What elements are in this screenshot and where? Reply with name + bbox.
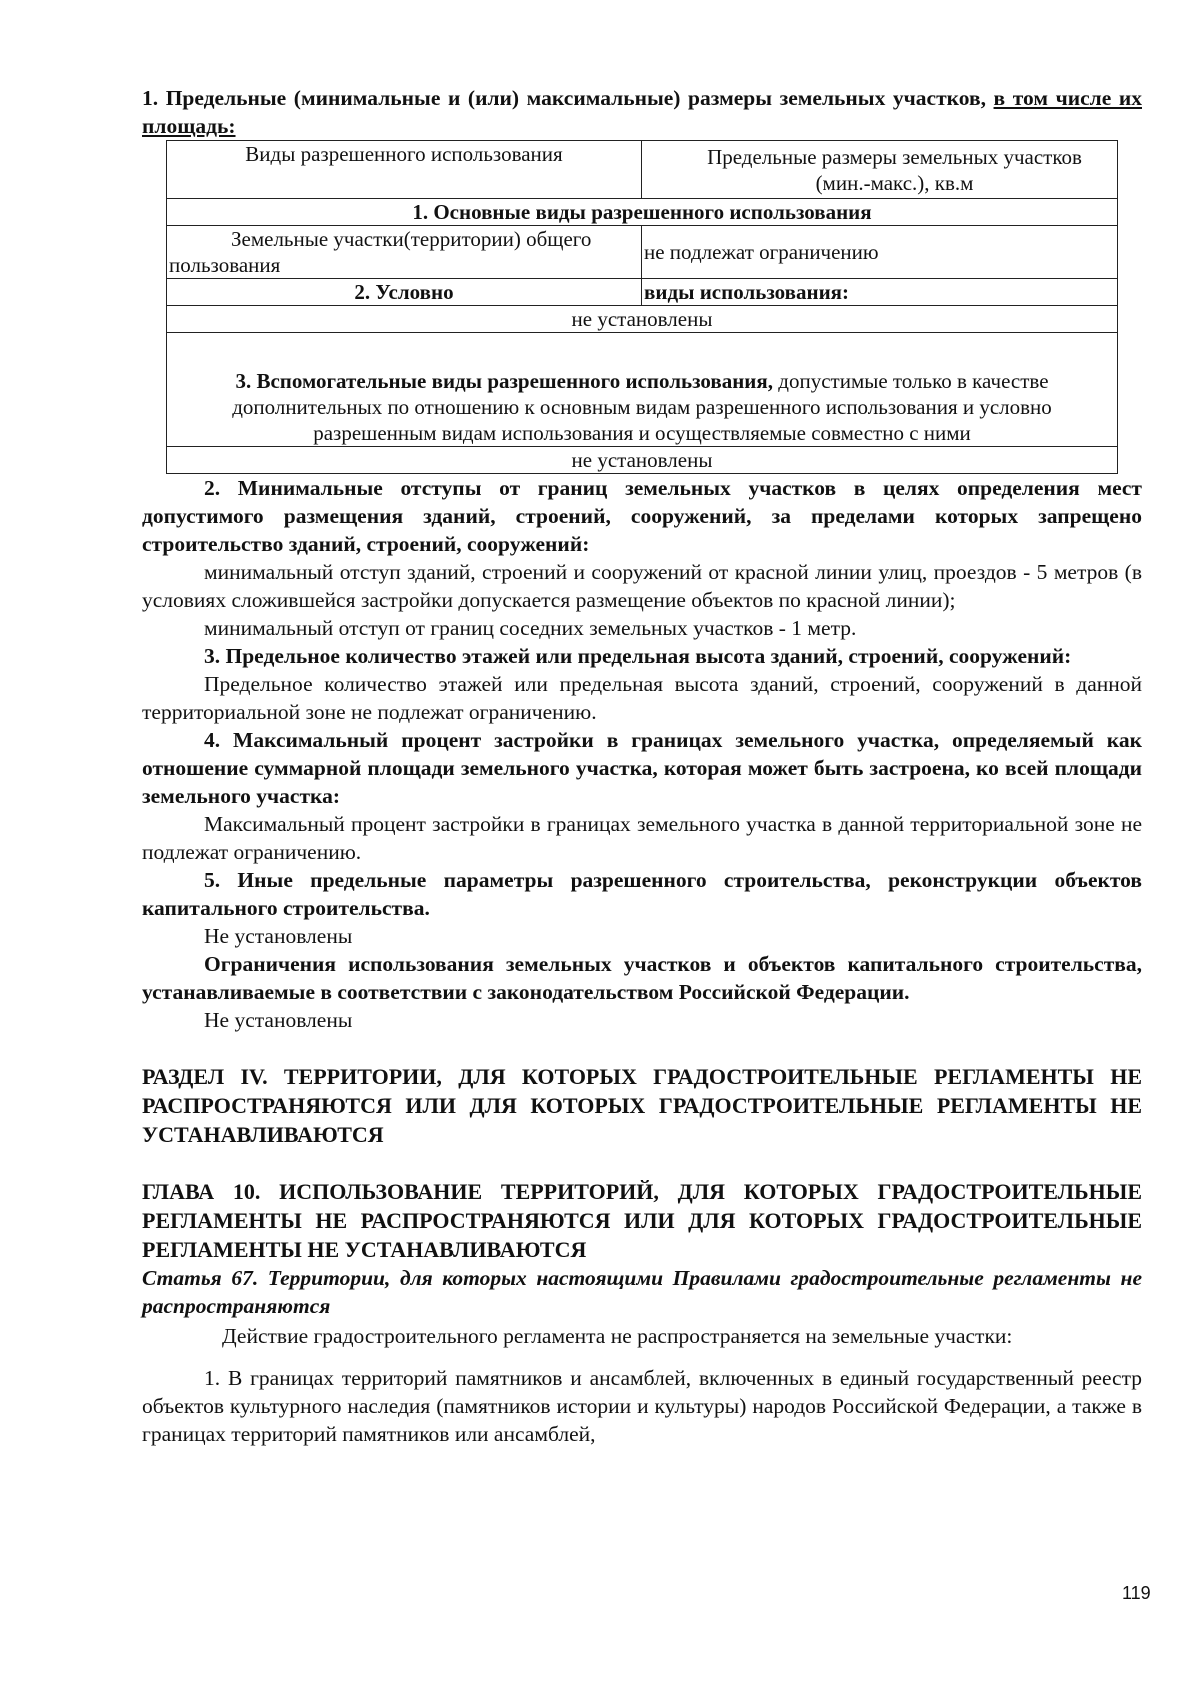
land-plot-size-table xyxy=(166,140,1118,474)
restrictions-para: Не установлены xyxy=(204,1008,353,1032)
document-page xyxy=(142,84,1142,1448)
page-number: 119 xyxy=(1122,1583,1151,1603)
razdel-title: РАЗДЕЛ IV. ТЕРРИТОРИИ, ДЛЯ КОТОРЫХ ГРАДОСТРОИТЕЛЬНЫЕ РЕГЛАМЕНТЫ НЕ РАСПРОСТРАНЯЮТСЯ ИЛИ ДЛЯ КОТОРЫХ ГРАДОСТРОИТЕЛЬНЫЕ РЕГЛАМЕНТЫ НЕ УСТАНАВЛИВАЮТСЯ xyxy=(142,1064,1142,1147)
section4-para: Максимальный процент застройки в границах земельного участка в данной территориальной зоне не подлежат ограничению. xyxy=(142,812,1142,864)
table-group3-row xyxy=(167,333,1118,447)
section3-para: Предельное количество этажей или предельная высота зданий, строений, сооружений в данной территориальной зоне не подлежат ограничению. xyxy=(142,672,1142,724)
table-group2-b: виды использования: xyxy=(642,279,1118,306)
table-group3-rest: допустимые только в качестве дополнительных по отношению к основным видам разрешенного использования и условно разрешенным видам использования и осуществляемые совместно с ними xyxy=(232,369,1052,445)
section2-heading: 2. Минимальные отступы от границ земельных участков в целях определения мест допустимого размещения зданий, строений, сооружений, за пределами которых запрещено строительство зданий, строений, сооружений: xyxy=(142,476,1142,556)
table-group2-value: не установлены xyxy=(167,306,1118,333)
section5-para: Не установлены xyxy=(204,924,353,948)
table-row xyxy=(167,306,1118,333)
table-header-col1: Виды разрешенного использования xyxy=(167,141,642,199)
table-row1-col1: Земельные участки(территории) общего пользования xyxy=(167,226,642,279)
table-header-row xyxy=(167,141,1118,199)
table-group3 xyxy=(167,333,1118,447)
section1-heading-text: 1. Предельные (минимальные и (или) максимальные) размеры земельных участков, xyxy=(142,86,994,110)
table-group3-value: не установлены xyxy=(167,447,1118,474)
table-group2-a: 2. Условно xyxy=(167,279,642,306)
table-group2-row xyxy=(167,279,1118,306)
section2-para1: минимальный отступ зданий, строений и сооружений от красной линии улиц, проездов - 5 метров (в условиях сложившейся застройки допускается размещение объектов по красной линии); xyxy=(142,560,1142,612)
restrictions-heading: Ограничения использования земельных участков и объектов капитального строительства, устанавливаемые в соответствии с законодательством Российской Федерации. xyxy=(142,952,1142,1004)
article-intro: Действие градостроительного регламента не распространяется на земельные участки: xyxy=(222,1324,1013,1348)
table-row1-col2: не подлежат ограничению xyxy=(642,226,1118,279)
section4-heading: 4. Максимальный процент застройки в границах земельного участка, определяемый как отношение суммарной площади земельного участка, которая может быть застроена, ко всей площади земельного участка: xyxy=(142,728,1142,808)
section3-heading: 3. Предельное количество этажей или предельная высота зданий, строений, сооружений: xyxy=(204,644,1072,668)
table-group3-bold: 3. Вспомогательные виды разрешенного использования, xyxy=(235,369,774,393)
table-group1-row xyxy=(167,199,1118,226)
section2-para2: минимальный отступ от границ соседних земельных участков - 1 метр. xyxy=(204,616,857,640)
table-row xyxy=(167,226,1118,279)
section5-heading: 5. Иные предельные параметры разрешенного строительства, реконструкции объектов капитального строительства. xyxy=(142,868,1142,920)
article-title: Статья 67. Территории, для которых настоящими Правилами градостроительные регламенты не распространяются xyxy=(142,1266,1142,1318)
section1-heading-underlined: в том числе их площадь: xyxy=(142,86,1142,138)
table-header-col2: Предельные размеры земельных участков (мин.-макс.), кв.м xyxy=(642,141,1118,199)
table-row xyxy=(167,447,1118,474)
article-item1: 1. В границах территорий памятников и ансамблей, включенных в единый государственный реестр объектов культурного наследия (памятников истории и культуры) народов Российской Федерации, а также в границах территорий памятников или ансамблей, xyxy=(142,1366,1142,1446)
glava-title: ГЛАВА 10. ИСПОЛЬЗОВАНИЕ ТЕРРИТОРИЙ, ДЛЯ КОТОРЫХ ГРАДОСТРОИТЕЛЬНЫЕ РЕГЛАМЕНТЫ НЕ РАСПРОСТРАНЯЮТСЯ ИЛИ ДЛЯ КОТОРЫХ ГРАДОСТРОИТЕЛЬНЫЕ РЕГЛАМЕНТЫ НЕ УСТАНАВЛИВАЮТСЯ xyxy=(142,1179,1142,1262)
section1-heading xyxy=(142,84,1142,140)
table-group1: 1. Основные виды разрешенного использования xyxy=(167,199,1118,226)
